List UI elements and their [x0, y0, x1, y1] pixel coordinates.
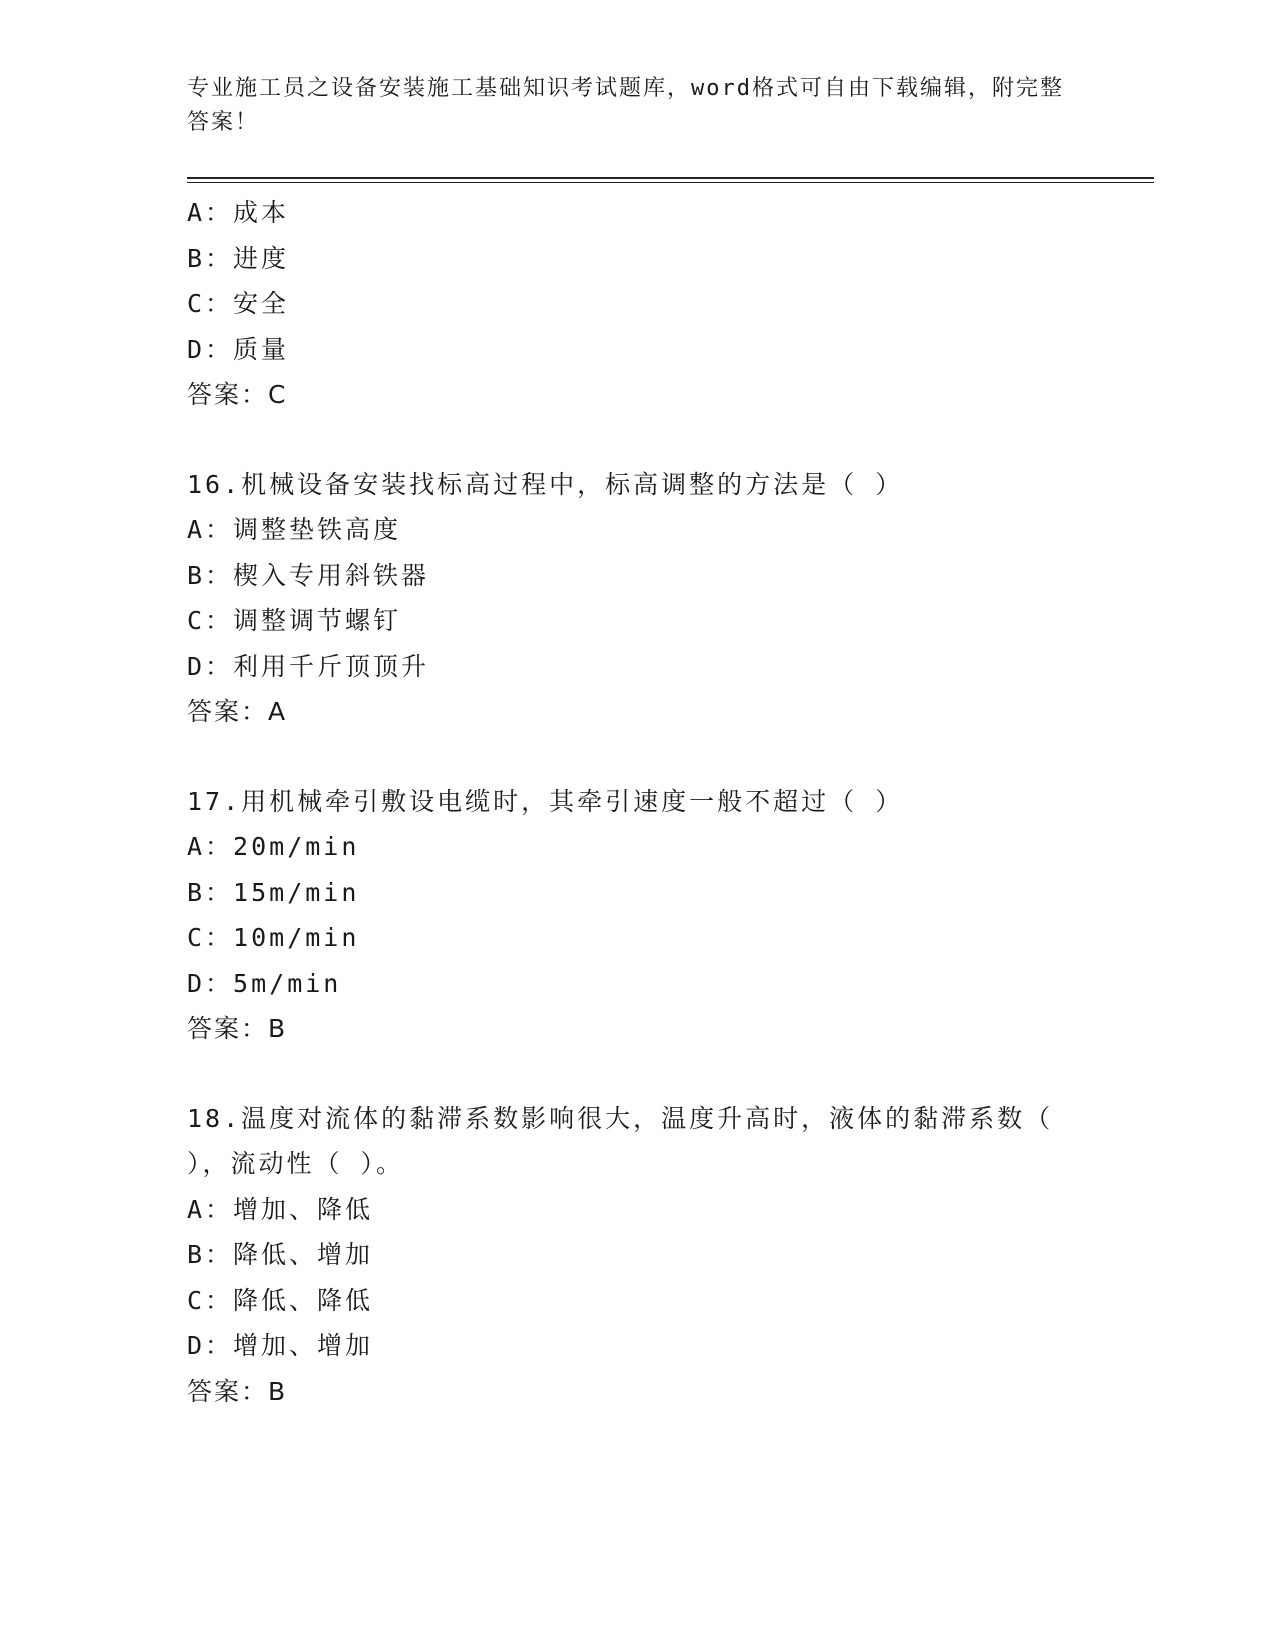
option-a: A：成本 — [187, 198, 290, 227]
answer-line: 答案：B — [187, 1014, 288, 1043]
question-text: 16.机械设备安装找标高过程中，标高调整的方法是（ ） — [187, 469, 904, 499]
document-header: 专业施工员之设备安装施工基础知识考试题库，word格式可自由下载编辑，附完整答案！ — [187, 76, 1064, 135]
header-divider-thick — [187, 177, 1154, 179]
option-c: C：安全 — [187, 289, 290, 318]
option-d: D：增加、增加 — [187, 1331, 374, 1360]
question-text: 17.用机械牵引敷设电缆时，其牵引速度一般不超过（ ） — [187, 786, 904, 816]
option-d: D：5m/min — [187, 968, 342, 998]
option-c: C：调整调节螺钉 — [187, 606, 402, 635]
option-b: B：15m/min — [187, 877, 360, 907]
answer-line: 答案：C — [187, 380, 288, 409]
question-16 — [187, 462, 1067, 735]
option-c: C：降低、降低 — [187, 1285, 374, 1315]
option-c: C：10m/min — [187, 923, 360, 952]
question-15-continued — [187, 190, 1067, 418]
header-divider-thin — [187, 182, 1154, 183]
option-b: B：楔入专用斜铁器 — [187, 560, 430, 590]
option-a: A：20m/min — [187, 832, 360, 861]
option-a: A：增加、降低 — [187, 1194, 374, 1224]
question-17 — [187, 779, 1067, 1052]
document-body — [187, 190, 1067, 1414]
option-a: A：调整垫铁高度 — [187, 515, 402, 544]
option-d: D：利用千斤顶顶升 — [187, 651, 430, 681]
question-text: 18.温度对流体的黏滞系数影响很大，温度升高时，液体的黏滞系数（ ），流动性（ ）。 — [187, 1103, 1054, 1178]
answer-line: 答案：A — [187, 697, 288, 726]
question-18 — [187, 1096, 1067, 1415]
option-d: D：质量 — [187, 334, 290, 364]
option-b: B：降低、增加 — [187, 1240, 374, 1269]
answer-line: 答案：B — [187, 1376, 288, 1406]
option-b: B：进度 — [187, 243, 290, 273]
